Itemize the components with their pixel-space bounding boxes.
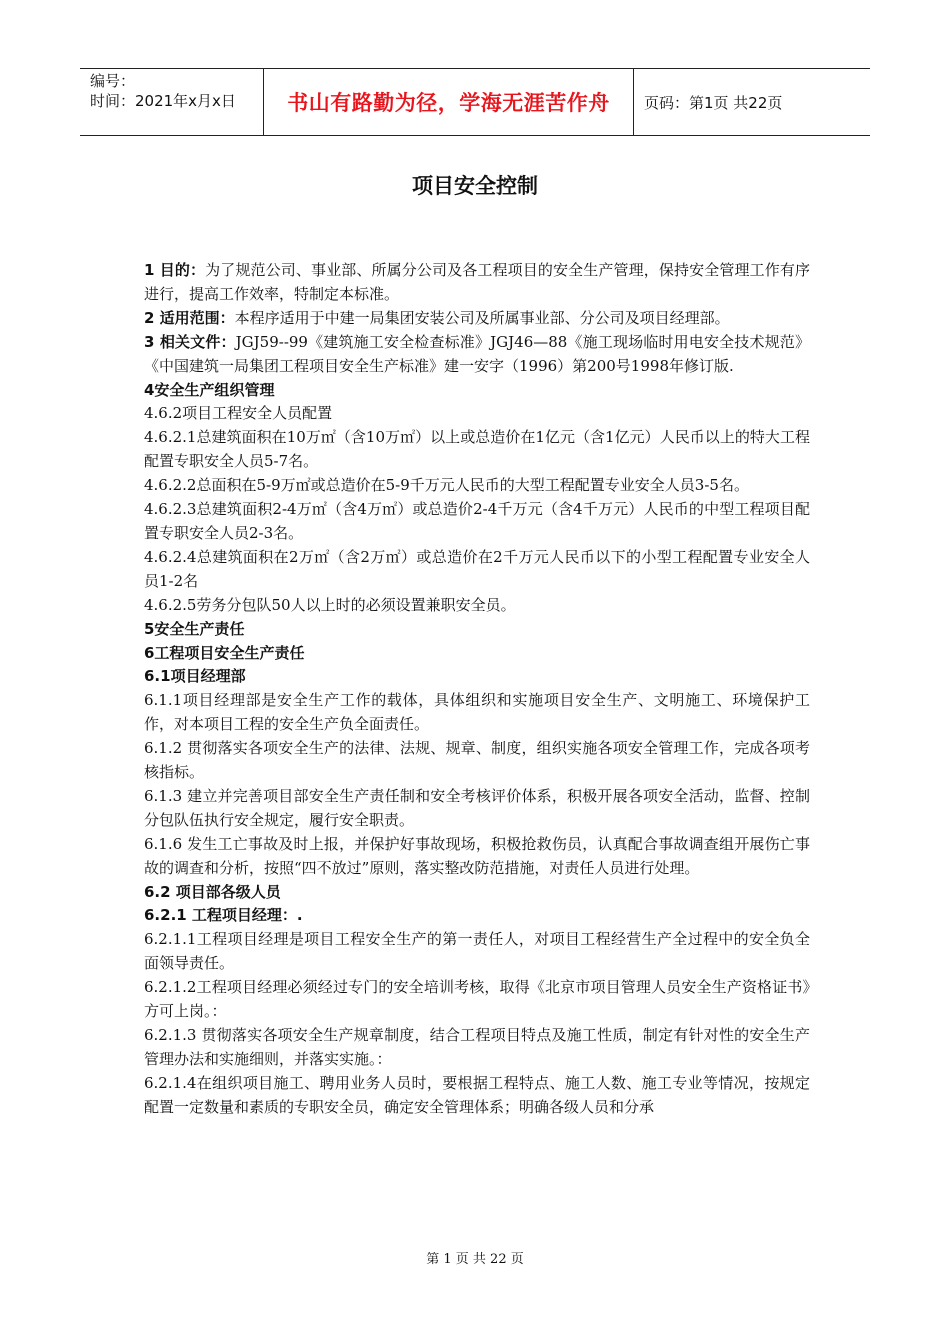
body-paragraph: 4.6.2.2总面积在5-9万㎡或总造价在5-9千万元人民币的大型工程配置专业安全人员3-5名。 (144, 476, 749, 495)
section-heading: 6工程项目安全生产责任 (144, 643, 305, 662)
section-heading: 6.2.1 工程项目经理：. (144, 906, 303, 925)
header-meta-cell (80, 69, 264, 135)
body-paragraph: 6.2.1.1工程项目经理是项目工程安全生产的第一责任人，对项目工程经营生产全过程中的安全负全面领导责任。 (144, 930, 810, 973)
body-paragraph: 6.1.3 建立并完善项目部安全生产责任制和安全考核评价体系，积极开展各项安全活动，监督、控制分包队伍执行安全规定，履行安全职责。 (144, 786, 810, 829)
header-motto: 书山有路勤为径，学海无涯苦作舟 (264, 69, 634, 135)
section-heading: 6.2 项目部各级人员 (144, 882, 281, 901)
paragraph-text: 为了规范公司、事业部、所属分公司及各工程项目的安全生产管理，保持安全管理工作有序进行，提高工作效率，特制定本标准。 (144, 261, 810, 303)
document-body (144, 259, 810, 1120)
body-paragraph: 4.6.2.3总建筑面积2-4万㎡（含4万㎡）或总造价2-4千万元（含4千万元）人民币的中型工程项目配置专职安全人员2-3名。 (144, 500, 810, 542)
body-paragraph: 4.6.2.1总建筑面积在10万㎡（含10万㎡）以上或总造价在1亿元（含1亿元）人民币以上的特大工程配置专职安全人员5-7名。 (144, 428, 810, 471)
body-paragraph (144, 259, 810, 307)
header-page-info: 页码：第1页 共22页 (644, 93, 783, 112)
body-paragraph (144, 331, 810, 379)
document-date: 时间：2021年x月x日 (90, 92, 236, 110)
body-paragraph: 6.1.2 贯彻落实各项安全生产的法律、法规、规章、制度，组织实施各项安全管理工作，完成各项考核指标。 (144, 739, 810, 782)
body-paragraph: 6.1.1项目经理部是安全生产工作的载体，具体组织和实施项目安全生产、文明施工、环境保护工作，对本项目工程的安全生产负全面责任。 (144, 691, 810, 734)
section-heading: 4安全生产组织管理 (144, 380, 275, 399)
body-paragraph: 4.6.2项目工程安全人员配置 (144, 404, 333, 423)
body-paragraph: 4.6.2.4总建筑面积在2万㎡（含2万㎡）或总造价在2千万元人民币以下的小型工程配置专业安全人员1-2名 (144, 547, 810, 590)
paragraph-text: 本程序适用于中建一局集团安装公司及所属事业部、分公司及项目经理部。 (234, 308, 730, 327)
page-footer: 第 1 页 共 22 页 (426, 1252, 524, 1267)
body-paragraph: 6.1.6 发生工亡事故及时上报，并保护好事故现场，积极抢救伤员，认真配合事故调查组开展伤亡事故的调查和分析，按照“四不放过”原则，落实整改防范措施，对责任人员进行处理。 (144, 834, 810, 877)
paragraph-label: 2 适用范围： (144, 308, 235, 327)
section-heading: 6.1项目经理部 (144, 667, 246, 686)
paragraph-label: 3 相关文件： (144, 332, 236, 351)
paragraph-label: 1 目的： (144, 261, 206, 279)
body-paragraph: 4.6.2.5劳务分包队50人以上时的必须设置兼职安全员。 (144, 595, 516, 614)
document-title: 项目安全控制 (412, 174, 538, 198)
body-paragraph: 6.2.1.4在组织项目施工、聘用业务人员时，要根据工程特点、施工人数、施工专业等情况，按规定配置一定数量和素质的专职安全员，确定安全管理体系；明确各级人员和分承 (144, 1073, 810, 1116)
header-table (80, 68, 870, 136)
body-paragraph (144, 307, 810, 331)
section-heading: 5安全生产责任 (144, 619, 245, 638)
body-paragraph: 6.2.1.2工程项目经理必须经过专门的安全培训考核，取得《北京市项目管理人员安全生产资格证书》方可上岗。： (144, 978, 810, 1021)
document-number-label: 编号： (90, 72, 136, 90)
body-paragraph: 6.2.1.3 贯彻落实各项安全生产规章制度，结合工程项目特点及施工性质，制定有针对性的安全生产管理办法和实施细则，并落实实施。： (144, 1026, 810, 1068)
paragraph-text: JGJ59--99《建筑施工安全检查标准》JGJ46—88《施工现场临时用电安全技术规范》《中国建筑一局集团工程项目安全生产标准》建一安字（1996）第200号1998年修订版. (144, 332, 810, 375)
